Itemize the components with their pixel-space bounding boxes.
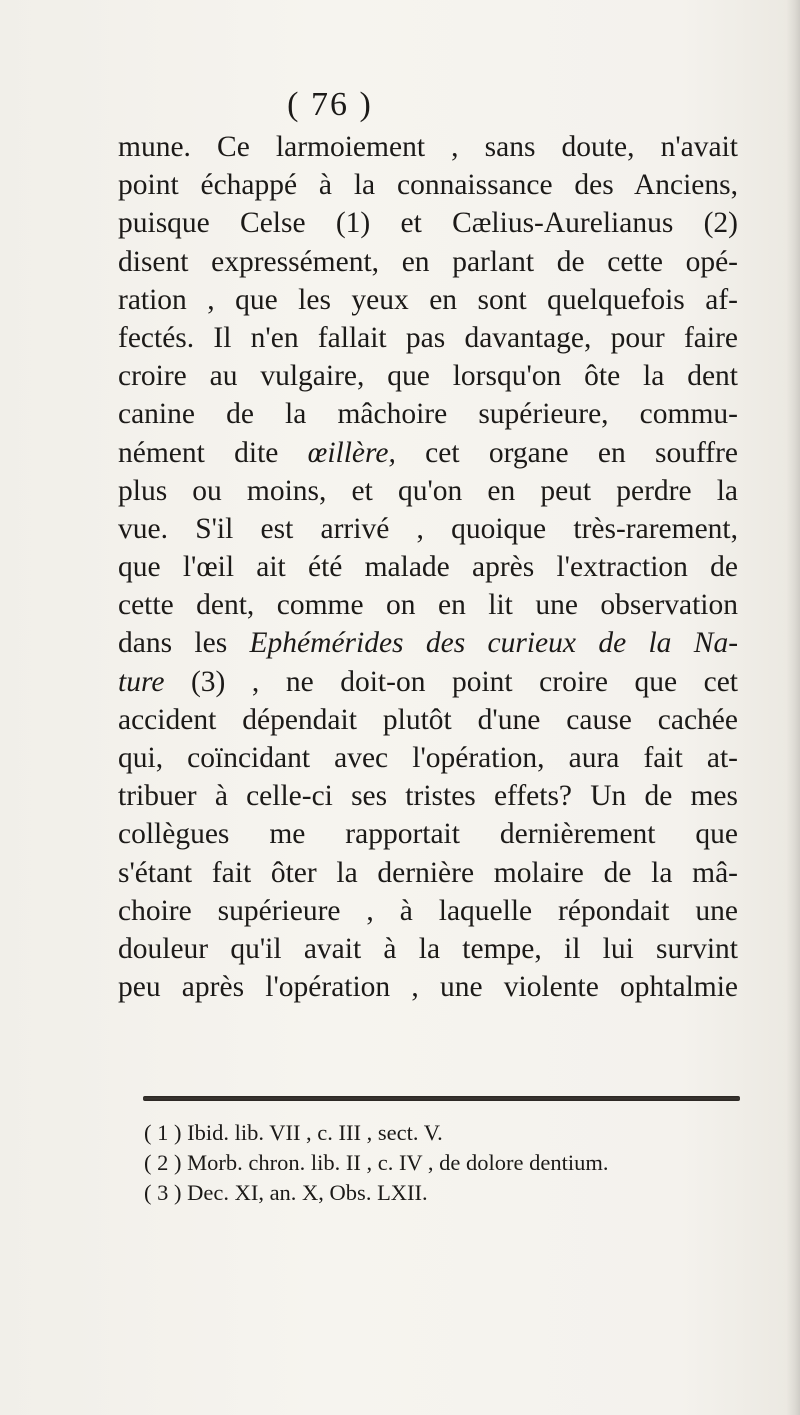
text-line — [118, 434, 738, 472]
text-line: qui, coïncidant avec l'opération, aura fait at- — [118, 742, 738, 774]
text-line: croire au vulgaire, que lorsqu'on ôte la dent — [118, 360, 738, 393]
footnote: ( 3 ) Dec. XI, an. X, Obs. LXII. — [144, 1180, 428, 1205]
text-line: tribuer à celle-ci ses tristes effets? Un de mes — [118, 780, 738, 813]
italic-title: Ephémérides des curieux de la Na- — [249, 627, 739, 660]
body-text — [118, 128, 738, 1006]
text-line: s'étant fait ôter la dernière molaire de la mâ- — [118, 856, 738, 889]
text-fragment: cet organe en souffre — [425, 436, 739, 469]
text-line — [118, 624, 738, 662]
text-line: vue. S'il est arrivé , quoique très-rarement, — [118, 512, 738, 545]
italic-title: ture — [118, 665, 165, 698]
text-line: douleur qu'il avait à la tempe, il lui survint — [118, 932, 738, 965]
text-line: disent expressément, en parlant de cette opé- — [118, 245, 738, 278]
italic-term: œillère, — [307, 436, 396, 469]
text-line: point échappé à la connaissance des Anciens, — [118, 169, 738, 202]
text-fragment: nément dite — [118, 436, 279, 469]
text-line: puisque Celse (1) et Cælius-Aurelianus (2) — [118, 207, 738, 240]
text-line: fectés. Il n'en fallait pas davantage, pour faire — [118, 321, 738, 354]
text-line: que l'œil ait été malade après l'extraction de — [118, 551, 738, 584]
text-line: cette dent, comme on en lit une observation — [118, 589, 738, 622]
text-fragment: (3) , ne doit-on point croire que cet — [190, 665, 739, 698]
footnote: ( 1 ) Ibid. lib. VII , c. III , sect. V. — [144, 1120, 443, 1145]
footnote-divider — [143, 1096, 740, 1101]
page-edge-shadow — [786, 0, 800, 1415]
text-line: collègues me rapportait dernièrement que — [118, 818, 738, 851]
text-fragment: dans les — [118, 627, 228, 660]
page-number: ( 76 ) — [287, 86, 373, 123]
text-line: plus ou moins, et qu'on en peut perdre la — [118, 474, 738, 507]
text-line: peu après l'opération , une violente ophtalmie — [118, 971, 738, 1004]
text-line: mune. Ce larmoiement , sans doute, n'avait — [118, 131, 738, 163]
text-line: accident dépendait plutôt d'une cause cachée — [118, 703, 738, 736]
text-line: ration , que les yeux en sont quelquefois af- — [118, 283, 738, 316]
text-line: canine de la mâchoire supérieure, commu- — [118, 398, 738, 431]
text-line: choire supérieure , à laquelle répondait une — [118, 894, 738, 927]
footnote: ( 2 ) Morb. chron. lib. II , c. IV , de dolore dentium. — [144, 1150, 609, 1175]
text-line — [118, 663, 738, 701]
footnotes — [144, 1118, 744, 1208]
